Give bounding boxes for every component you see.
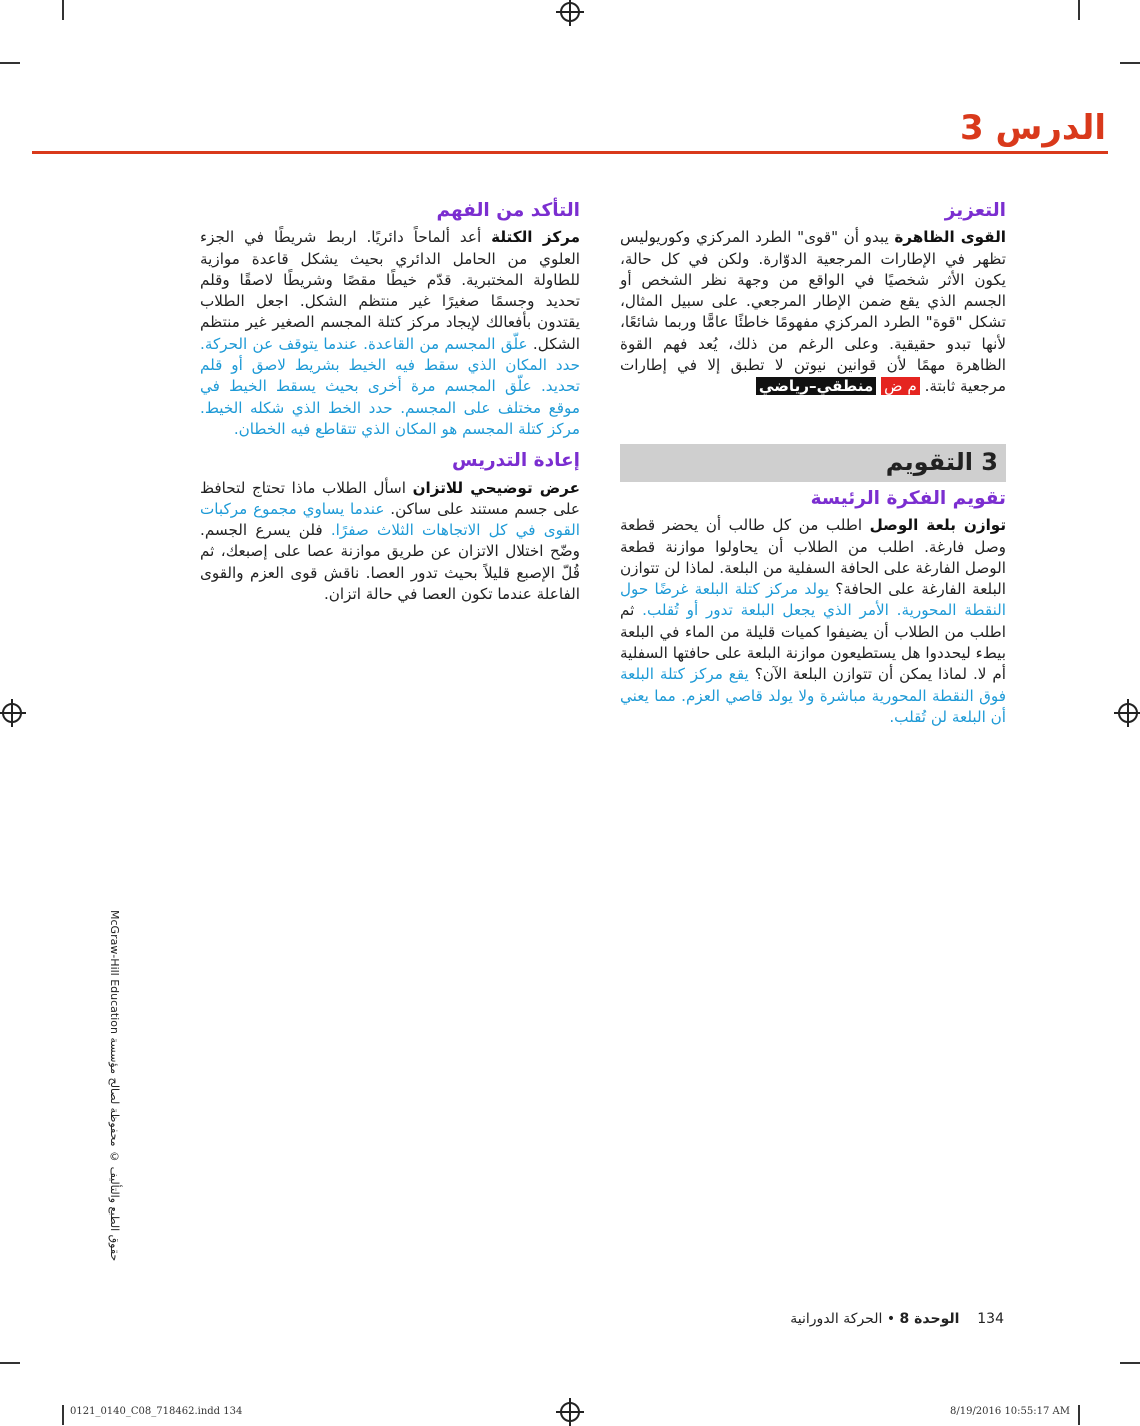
reinforce-heading: التعزيز — [944, 200, 1006, 221]
assessment-text-1: اطلب من كل طالب أن يحضر قطعة وصل فارغة. اطلب من الطلاب أن يحاولوا موازنة قطعة الوصل الفارغة على الحافة السفلية من البلعة. لماذا لن تتوازن البلعة الفارغة على الحافة؟ — [620, 516, 1006, 599]
check-text: أعد ألماحاً دائريًا. اربط شريطًا في الجزء العلوي من الحامل الدائري بحيث يشكل قاعدة موازية للطاولة المختبرية. قدّم خيطًا مقصًا وشريطًا لاصقًا وقلم تحديد وجسمًا صغيرًا غير منتظم الشكل. اجعل الطلاب يقتدون بأفعالك لإيجاد مركز كتلة المجسم الصغير غير منتظم الشكل. — [200, 228, 580, 353]
assessment-text-2: ثم اطلب من الطلاب أن يضيفوا كميات قليلة من الماء في البلعة بيطء ليحددوا هل يستطيعون موازنة البلعة على حافتها السفلية أم لا. لماذا يمكن أن تتوازن البلعة الآن؟ — [620, 601, 1007, 684]
crop-mark — [0, 1362, 20, 1364]
lesson-title: الدرس 3 — [959, 108, 1106, 148]
bullet-separator: • — [882, 1311, 896, 1327]
reinforce-paragraph — [620, 227, 1006, 397]
section-bar — [620, 444, 1006, 482]
crop-mark — [1120, 62, 1140, 64]
crop-mark — [62, 1405, 64, 1425]
registration-mark-icon — [1118, 703, 1138, 723]
assessment-term: توازن بلعة الوصل — [869, 516, 1007, 535]
registration-mark-icon — [2, 703, 22, 723]
file-slug: 0121_0140_C08_718462.indd 134 — [70, 1406, 243, 1417]
assessment-paragraph — [620, 515, 1006, 728]
unit-topic: الحركة الدورانية — [790, 1311, 883, 1327]
assessment-block — [620, 488, 1006, 728]
date-slug: 8/19/2016 10:55:17 AM — [949, 1406, 1070, 1417]
crop-mark — [62, 0, 64, 20]
header-rule — [32, 151, 1108, 154]
crop-mark — [0, 62, 20, 64]
crop-mark — [1078, 1405, 1080, 1425]
reinforce-term: القوى الظاهرة — [894, 228, 1007, 247]
check-paragraph — [200, 227, 580, 440]
registration-mark-icon — [560, 1402, 580, 1422]
page-number: 134 — [977, 1311, 1004, 1327]
unit-label: الوحدة 8 — [899, 1311, 960, 1327]
reteach-paragraph — [200, 478, 580, 606]
reinforce-text: يبدو أن "قوى" الطرد المركزي وكوريوليس تظهر في الإطارات المرجعية الدوّارة. ولكن في كل حالة، يكون الأثر شخصيًا في الواقع من وجهة نظر الشخص أو الجسم الذي يقع ضمن الإطار المرجعي. على سبيل المثال، تشكل "قوة" الطرد المركزي مفهومًا خاطئًا عامًّا وربما شائعًا، لأنها تبدو حقيقية. وعلى الرغم من ذلك، يُعد فهم القوة الظاهرة مهمًا لأن قوانين نيوتن لا تطبق إلا في إطارات مرجعية ثابتة. — [620, 228, 1006, 396]
reteach-text-2: فلن يسرع الجسم. وضّح اختلال الاتزان عن طريق موازنة عصا على إصبعك، ثم قُلّ الإصبع قليلاً بحيث تدور العصا. ناقش قوى العزم والقوى الفاعلة عندما تكون العصا في حالة اتزان. — [200, 521, 580, 604]
crop-mark — [1078, 0, 1080, 20]
tag-black-badge: منطقي–رياضي — [756, 377, 876, 395]
tag-red-badge: م ض — [881, 377, 920, 395]
assessment-answer-2: يقع مركز كتلة البلعة فوق النقطة المحورية مباشرة ولا يولد قاصي العزم. مما يعني أن البلعة لن تُقلب. — [620, 665, 1006, 726]
registration-mark-icon — [560, 2, 580, 22]
reteach-heading: إعادة التدريس — [451, 450, 580, 472]
crop-mark — [1120, 1362, 1140, 1364]
check-term: مركز الكتلة — [491, 228, 581, 247]
assessment-heading: تقويم الفكرة الرئيسة — [810, 488, 1006, 509]
assessment-answer-1: يولد مركز كتلة البلعة غرضًا حول النقطة المحورية. الأمر الذي يجعل البلعة تدور أو تُقلب. — [620, 580, 1006, 620]
check-heading: التأكد من الفهم — [436, 200, 580, 221]
reteach-text-1: اسأل الطلاب ماذا تحتاج لتحافظ على جسم مستند على ساكن. — [200, 478, 580, 518]
reteach-answer: عندما يساوي مجموع مركبات القوى في كل الاتجاهات الثلاث صفرًا. — [200, 499, 580, 540]
reteach-term: عرض توضيحي للاتزان — [412, 478, 580, 497]
section-bar-title: 3 التقويم — [885, 448, 998, 476]
copyright-credit: حقوق الطبع والتأليف © محفوظة لصالح مؤسسة McGraw-Hill Education — [108, 910, 121, 1262]
check-answer: علّق المجسم من القاعدة. عندما يتوقف عن الحركة. حدد المكان الذي سقط فيه الخيط بشريط لاصق أو قلم تحديد. علّق المجسم مرة أخرى بحيث يسقط الخيط في موقع مختلف على المجسم. حدد الخط الذي شكله الخيط. مركز كتلة المجسم هو المكان الذي تتقاطع فيه الخطان. — [200, 334, 580, 438]
left-column — [200, 200, 580, 605]
page-footer — [790, 1311, 1004, 1327]
right-column — [620, 200, 1006, 398]
